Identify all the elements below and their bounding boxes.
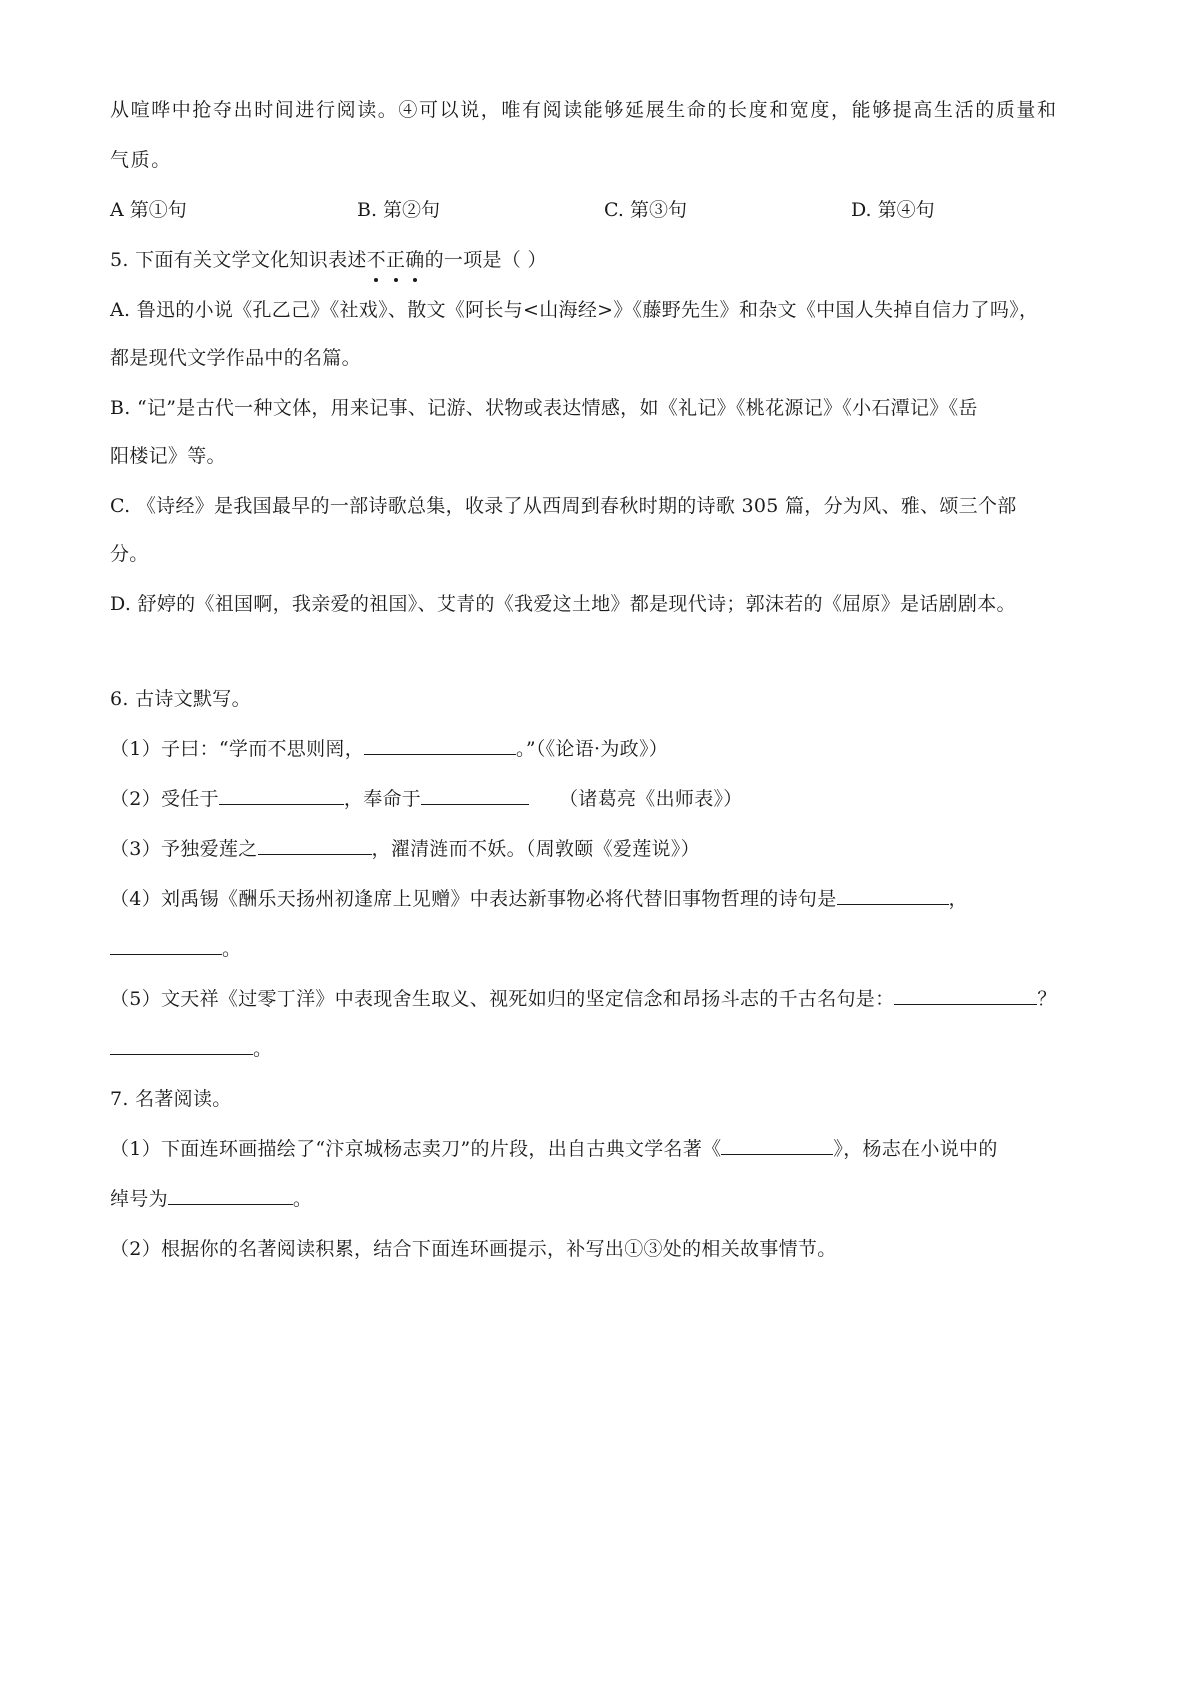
- q6-item-3-start: （3）予独爱莲之: [110, 838, 258, 860]
- answer-blank[interactable]: [364, 736, 516, 755]
- q7-item-1-cont: [110, 1186, 312, 1212]
- q6-item-4: [110, 886, 968, 912]
- q4-option-a[interactable]: A 第①句: [110, 199, 187, 221]
- emphasis-char: 确: [405, 249, 425, 271]
- answer-blank[interactable]: [168, 1186, 293, 1205]
- answer-blank[interactable]: [258, 836, 372, 855]
- q7-item-1-start: （1）下面连环画描绘了“汴京城杨志卖刀”的片段，出自古典文学名著《: [110, 1138, 722, 1160]
- q6-item-5-cont: [110, 1036, 272, 1062]
- answer-blank[interactable]: [110, 1036, 253, 1055]
- q7-item-1-line2-end: 。: [292, 1188, 313, 1210]
- q6-item-4-comma: ，: [948, 888, 968, 910]
- q6-item-5: [110, 986, 1057, 1012]
- q4-option-c[interactable]: C. 第③句: [604, 199, 687, 221]
- answer-blank[interactable]: [421, 786, 529, 805]
- q6-item-4-end: 。: [222, 938, 242, 960]
- q6-item-3: [110, 836, 700, 862]
- emphasis-char: 不: [366, 249, 386, 271]
- answer-blank[interactable]: [721, 1136, 833, 1155]
- answer-blank[interactable]: [110, 936, 222, 955]
- q6-item-2: [110, 786, 743, 812]
- answer-blank[interactable]: [219, 786, 344, 805]
- q5-option-c-cont: 分。: [110, 543, 149, 565]
- q5-option-a[interactable]: A. 鲁迅的小说《孔乙己》《社戏》、散文《阿长与<山海经>》《藤野先生》和杂文《中国人失掉自信力了吗》，: [110, 299, 1039, 321]
- q6-item-4-cont: [110, 936, 241, 962]
- answer-blank[interactable]: [837, 886, 949, 905]
- answer-blank[interactable]: [894, 986, 1037, 1005]
- q6-item-2-mid: ，奉命于: [343, 788, 422, 810]
- q5-option-d[interactable]: D. 舒婷的《祖国啊，我亲爱的祖国》、艾青的《我爱这土地》都是现代诗；郭沫若的《屈原》是话剧剧本。: [110, 593, 1016, 615]
- q6-item-3-end: ，濯清涟而不妖。（周敦颐《爱莲说》）: [371, 838, 700, 860]
- q5-option-c[interactable]: C. 《诗经》是我国最早的一部诗歌总集，收录了从西周到春秋时期的诗歌 305 篇，分为风、雅、颂三个部: [110, 495, 1017, 517]
- q4-options: [110, 197, 1110, 225]
- q7-item-1: [110, 1136, 998, 1162]
- q6-item-5-start: （5）文天祥《过零丁洋》中表现舍生取义、视死如归的坚定信念和昂扬斗志的千古名句是：: [110, 988, 895, 1010]
- q5-stem-end: 的一项是（ ）: [424, 249, 547, 271]
- q5-stem-start: 5. 下面有关文学文化知识表述: [110, 249, 367, 271]
- emphasis-char: 正: [385, 249, 406, 271]
- q4-passage-line-2: 气质。: [110, 149, 172, 171]
- q6-title: 6. 古诗文默写。: [110, 688, 251, 710]
- q6-item-4-start: （4）刘禹锡《酬乐天扬州初逢席上见赠》中表达新事物必将代替旧事物哲理的诗句是: [110, 888, 837, 910]
- q4-option-b[interactable]: B. 第②句: [357, 199, 441, 221]
- q7-title: 7. 名著阅读。: [110, 1088, 232, 1110]
- q6-item-2-end: （诸葛亮《出师表》）: [559, 788, 743, 810]
- q4-option-d[interactable]: D. 第④句: [851, 199, 935, 221]
- q5-option-a-cont: 都是现代文学作品中的名篇。: [110, 347, 361, 369]
- q6-item-1-end: 。”（《论语·为政》）: [516, 738, 669, 760]
- q7-item-1-end: 》，杨志在小说中的: [833, 1138, 998, 1160]
- q5-option-b[interactable]: B. “记”是古代一种文体，用来记事、记游、状物或表达情感，如《礼记》《桃花源记》《小石潭记》《岳: [110, 397, 978, 419]
- q6-item-5-end: 。: [253, 1038, 273, 1060]
- q4-passage-line-1: 从喧哗中抢夺出时间进行阅读。④可以说，唯有阅读能够延展生命的长度和宽度，能够提高生活的质量和: [110, 99, 1058, 121]
- q7-item-1-line2-start: 绰号为: [110, 1188, 168, 1210]
- q6-item-1: [110, 736, 668, 762]
- q6-item-5-q: ？: [1037, 988, 1057, 1010]
- q6-item-2-start: （2）受任于: [110, 788, 219, 810]
- q6-item-1-start: （1）子曰：“学而不思则罔，: [110, 738, 365, 760]
- q5-stem: [110, 247, 547, 273]
- q5-option-b-cont: 阳楼记》等。: [110, 445, 226, 467]
- q7-item-2: （2）根据你的名著阅读积累，结合下面连环画提示，补写出①③处的相关故事情节。: [110, 1238, 837, 1260]
